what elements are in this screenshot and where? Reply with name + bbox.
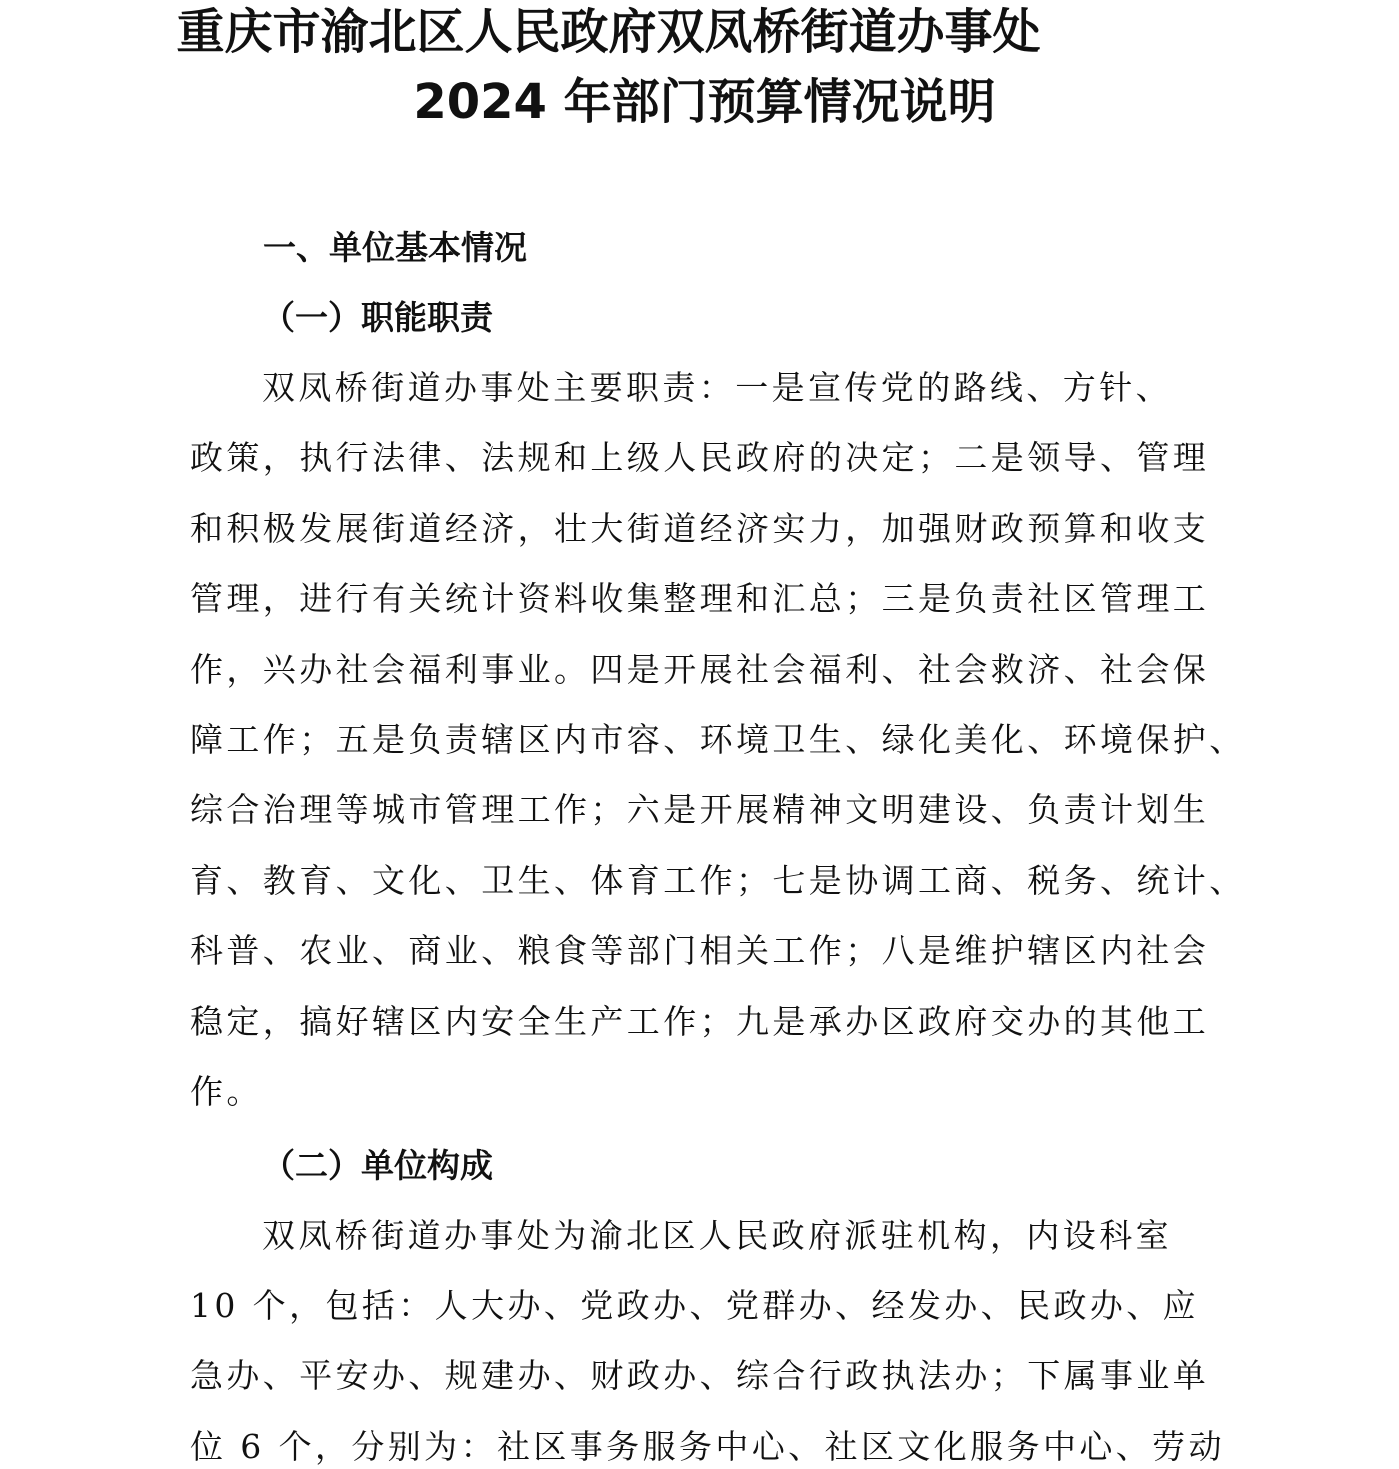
subsection-heading-composition: （二）单位构成 <box>262 1146 493 1185</box>
paragraph-line: 双凤桥街道办事处为渝北区人民政府派驻机构，内设科室 <box>262 1216 1172 1255</box>
paragraph-line: 育、教育、文化、卫生、体育工作；七是协调工商、税务、统计、 <box>190 861 1246 900</box>
paragraph-line: 和积极发展街道经济，壮大街道经济实力，加强财政预算和收支 <box>190 509 1210 548</box>
paragraph-line: 急办、平安办、规建办、财政办、综合行政执法办；下属事业单 <box>190 1356 1210 1395</box>
section-heading-basic-info: 一、单位基本情况 <box>263 228 527 267</box>
paragraph-line: 作，兴办社会福利事业。四是开展社会福利、社会救济、社会保 <box>190 650 1210 689</box>
paragraph-line: 10 个，包括：人大办、党政办、党群办、经发办、民政办、应 <box>190 1286 1200 1325</box>
document-title-line-1: 重庆市渝北区人民政府双凤桥街道办事处 <box>176 4 1041 60</box>
document-title-line-2: 2024 年部门预算情况说明 <box>413 74 996 130</box>
paragraph-line: 政策，执行法律、法规和上级人民政府的决定；二是领导、管理 <box>190 438 1210 477</box>
paragraph-line: 双凤桥街道办事处主要职责：一是宣传党的路线、方针、 <box>262 368 1172 407</box>
paragraph-line: 综合治理等城市管理工作；六是开展精神文明建设、负责计划生 <box>190 790 1210 829</box>
subsection-heading-functions: （一）职能职责 <box>262 298 493 337</box>
paragraph-line: 科普、农业、商业、粮食等部门相关工作；八是维护辖区内社会 <box>190 931 1210 970</box>
paragraph-line: 稳定，搞好辖区内安全生产工作；九是承办区政府交办的其他工 <box>190 1002 1210 1041</box>
paragraph-line: 位 6 个，分别为：社区事务服务中心、社区文化服务中心、劳动 <box>190 1427 1225 1466</box>
paragraph-line: 作。 <box>190 1072 263 1111</box>
paragraph-line: 管理，进行有关统计资料收集整理和汇总；三是负责社区管理工 <box>190 579 1210 618</box>
paragraph-line: 障工作；五是负责辖区内市容、环境卫生、绿化美化、环境保护、 <box>190 720 1246 759</box>
